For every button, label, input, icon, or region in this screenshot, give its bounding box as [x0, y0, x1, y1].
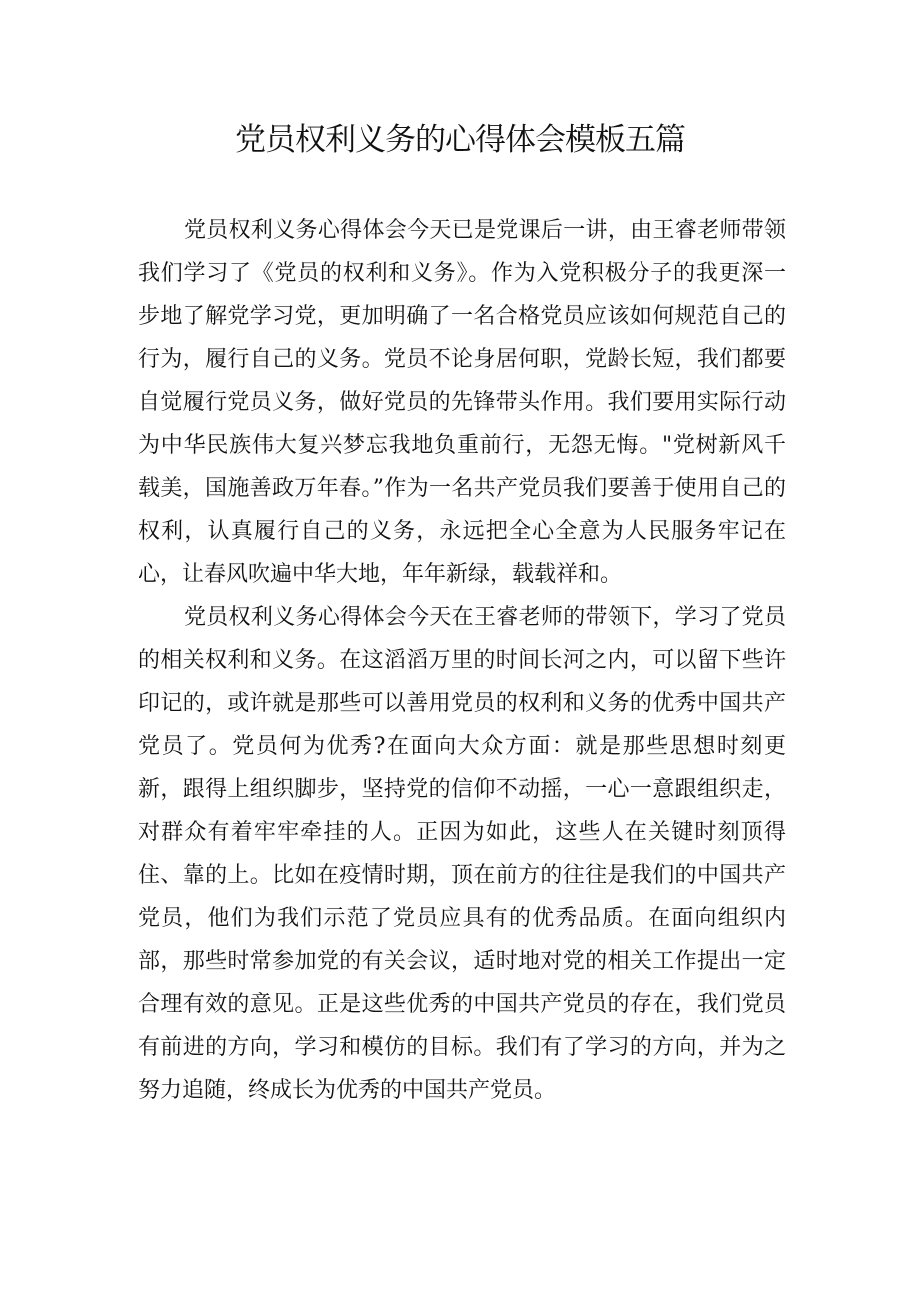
paragraph-1: 党员权利义务心得体会今天已是党课后一讲，由王睿老师带领我们学习了《党员的权利和义务》。作为入党积极分子的我更深一步地了解党学习党，更加明确了一名合格党员应该如何规范自己的行为，履行自己的义务。党员不论身居何职，党龄长短，我们都要自觉履行党员义务，做好党员的先锋带头作用。我们要用实际行动为中华民族伟大复兴梦忘我地负重前行，无怨无悔。"党树新风千载美，国施善政万年春。”作为一名共产党员我们要善于使用自己的权利，认真履行自己的义务，永远把全心全意为人民服务牢记在心，让春风吹遍中华大地，年年新绿，载载祥和。	[138, 218, 786, 587]
document-title: 党员权利义务的心得体会模板五篇	[235, 122, 685, 158]
paragraph-2: 党员权利义务心得体会今天在王睿老师的带领下，学习了党员的相关权利和义务。在这滔滔万里的时间长河之内，可以留下些许印记的，或许就是那些可以善用党员的权利和义务的优秀中国共产党员了。党员何为优秀?在面向大众方面：就是那些思想时刻更新，跟得上组织脚步，坚持党的信仰不动摇，一心一意跟组织走，对群众有着牢牢牵挂的人。正因为如此，这些人在关键时刻顶得住、靠的上。比如在疫情时期，顶在前方的往往是我们的中国共产党员，他们为我们示范了党员应具有的优秀品质。在面向组织内部，那些时常参加党的有关会议，适时地对党的相关工作提出一定合理有效的意见。正是这些优秀的中国共产党员的存在，我们党员有前进的方向，学习和模仿的目标。我们有了学习的方向，并为之努力追随，终成长为优秀的中国共产党员。	[138, 605, 786, 1103]
document-body	[138, 209, 786, 1112]
